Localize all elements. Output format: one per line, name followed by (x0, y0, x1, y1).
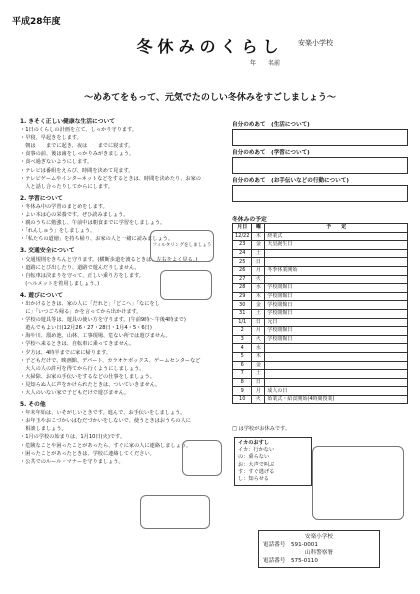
rule-line: ・学校の遊具等は、遊具の使い方を守ります。(午前9時〜午後4時まで) (20, 317, 186, 324)
weekday-cell: 月 (252, 327, 265, 336)
goal-write-box[interactable] (232, 129, 408, 146)
plan-cell[interactable]: 学校閉館日 (265, 301, 408, 310)
date-cell: 31 (233, 309, 252, 318)
contact-police-tel: 電話番号 575-0110 (263, 558, 318, 564)
year-title: 平成28年度 (12, 17, 61, 27)
contact-box (258, 530, 380, 568)
date-cell: 23 (233, 241, 252, 250)
schedule-row (233, 301, 408, 310)
weekday-cell: 月 (252, 266, 265, 275)
plan-cell[interactable] (265, 352, 408, 361)
rule-line: ・困ったことがあったときは、学校に連絡してください。 (20, 450, 155, 457)
schedule-title: 冬休みの予定 (232, 217, 267, 223)
legend-item: す：すぐ逃げる (238, 468, 275, 475)
date-cell: 5 (233, 352, 252, 361)
rule-line: ・道路にとび出したり、道路で遊んだりしません。 (20, 264, 140, 271)
legend-item: お：大声で叫ぶ (238, 461, 275, 468)
rule-line: 人と話し合ったりしてからにします。 (20, 183, 113, 190)
plan-cell[interactable]: 学校閉館日 (265, 292, 408, 301)
rule-line: ・大掃除、お家の手伝いをするなどの仕事をしましょう。 (20, 373, 155, 380)
weekday-cell: 金 (252, 361, 265, 370)
weekday-cell: 木 (252, 232, 265, 241)
rule-line: ・見知らぬ人に声をかけられたときは、ついていきません。 (20, 381, 161, 388)
schedule-table (232, 223, 408, 404)
date-cell: 10 (233, 395, 252, 404)
weekday-cell: 金 (252, 241, 265, 250)
schedule-header: 月日 (233, 224, 252, 233)
schedule-row (233, 335, 408, 344)
rule-line: 遊んでもよい日(12月26・27・28日・1月4・5・6日) (20, 325, 152, 332)
plan-cell[interactable] (265, 275, 408, 284)
date-cell: 1/1 (233, 318, 252, 327)
goal-block (232, 176, 408, 204)
weekday-cell: 木 (252, 292, 265, 301)
weekday-cell: 火 (252, 275, 265, 284)
rule-line: ・交通規則をきちんと守ります。(横断歩道を渡るときは、左右をよく見る。) (20, 256, 198, 263)
rule-line: ・食事の前、後は歯をしっかりみがきましょう。 (20, 151, 135, 158)
schedule-row (233, 387, 408, 396)
weekday-cell: 火 (252, 335, 265, 344)
schedule-row (233, 249, 408, 258)
contact-police: 山科警察署 (305, 550, 333, 556)
rule-line: 相談しましょう。 (20, 426, 67, 433)
rule-line: ・自転車は決まりを守って、正しい乗り方をします。 (20, 272, 144, 279)
rule-line: ・お年玉やおこづかいはむだづかいをしないで、使うときはおうちの人に (20, 418, 191, 425)
safety-legend (234, 437, 312, 486)
weekday-cell: 水 (252, 284, 265, 293)
goal-write-box[interactable] (232, 185, 408, 202)
rule-line: ・出かけるときは、家の人に「だれと」「どこへ」「なにをし (20, 300, 160, 307)
rule-line: ・大人のいない家で子どもだけで遊びません。 (20, 390, 130, 396)
schedule-row (233, 370, 408, 379)
schedule-row (233, 284, 408, 293)
cleaning-illustration (182, 440, 222, 476)
legend-item: イカ：行かない (238, 447, 275, 454)
schedule-row (233, 241, 408, 250)
rule-line: ・危険なことや困ったことがあったら、すぐに家の人に連絡しましょう。 (20, 442, 192, 449)
rule-line: 大人の人の許可を得てから行くようにしましょう。 (20, 365, 145, 372)
plan-cell[interactable]: 学校閉館日 (265, 327, 408, 336)
section-title: 2. 学習について (20, 195, 63, 202)
schedule-row (233, 266, 408, 275)
weekday-cell: 金 (252, 301, 265, 310)
goal-block (232, 148, 408, 176)
section-title: 1. きそく正しい健康な生活について (20, 119, 116, 125)
legend-item: し：知らせる (238, 476, 269, 483)
date-cell: 29 (233, 292, 252, 301)
rule-line: ・公共でのルール・マナーを守りましょう。 (20, 458, 124, 465)
rule-line: に」「いつごろ帰る」かを言ってから出かけます。 (20, 309, 142, 316)
date-cell: 4 (233, 344, 252, 353)
plan-cell[interactable]: 冬季休業開始 (265, 266, 408, 275)
date-cell: 25 (233, 258, 252, 267)
date-cell: 9 (233, 387, 252, 396)
date-cell: 30 (233, 301, 252, 310)
subtitle: 〜めあてをもって、元気でたのしい冬休みをすごしましょう〜 (84, 93, 336, 103)
rule-line: ・学校へ来るときは、自転車に乗ってきません。 (20, 341, 135, 348)
rule-line: ・テレビは番組をえらび、時間を決めて見ます。 (20, 167, 134, 174)
family-illustration (140, 495, 210, 529)
plan-cell[interactable]: 学校閉館日 (265, 335, 408, 344)
schedule-row (233, 258, 408, 267)
weekday-cell: 水 (252, 344, 265, 353)
page-title: 冬休みのくらし (136, 37, 284, 56)
legend-title: イカのおすし (238, 440, 269, 446)
schedule-row (233, 344, 408, 353)
plan-cell[interactable] (265, 344, 408, 353)
schedule-row (233, 352, 408, 361)
weekday-cell: 日 (252, 318, 265, 327)
rule-line: ・食べ過ぎないようにします。 (20, 159, 93, 166)
plan-cell[interactable]: 学校閉館日 (265, 284, 408, 293)
contact-school: 安楽小学校 (305, 534, 333, 540)
contact-school-tel: 電話番号 591-0001 (263, 542, 318, 548)
rule-line: ・海や川、溜め池、山林、工事現場、危ない所では遊びません。 (20, 333, 171, 340)
weekday-cell: 土 (252, 249, 265, 258)
plan-cell[interactable]: 天皇誕生日 (265, 241, 408, 250)
rule-line: ・よい本は心の栄養です。ぜひ読みましょう。 (20, 212, 129, 219)
school-name-small: 安楽小学校 (298, 39, 333, 47)
section-title: 5. その他 (20, 402, 46, 409)
rule-line: ・早寝、早起きをします。 (20, 135, 82, 142)
weekday-cell: 土 (252, 370, 265, 379)
date-cell: 7 (233, 370, 252, 379)
goal-label: 自分のめあて (お手伝いなどの行動について) (232, 178, 349, 184)
date-cell: 6 (233, 361, 252, 370)
rule-line: (ヘルメットを着用しましょう。) (20, 280, 100, 287)
name-field: 年 名前 (250, 60, 281, 67)
schedule-row (233, 395, 408, 404)
weekday-cell: 日 (252, 378, 265, 387)
section-title: 4. 遊びについて (20, 292, 63, 299)
rule-line: ・「私たちの道徳」を持ち帰り、お家の人と一緒に読みましょう。 (20, 236, 174, 243)
weekday-cell: 火 (252, 395, 265, 404)
schedule-row (233, 232, 408, 241)
date-cell: 8 (233, 378, 252, 387)
weekday-cell: 日 (252, 258, 265, 267)
goal-write-box[interactable] (232, 157, 408, 174)
schedule-row (233, 327, 408, 336)
date-cell: 27 (233, 275, 252, 284)
plan-cell[interactable] (265, 249, 408, 258)
plan-cell[interactable]: 始業式・給食開始(4時間授業) (265, 395, 408, 404)
schedule-row (233, 292, 408, 301)
schedule-row (233, 309, 408, 318)
schedule-row (233, 275, 408, 284)
filtering-illustration (150, 230, 214, 262)
goal-block (232, 120, 408, 148)
schedule-header: 曜 (252, 224, 265, 233)
rule-line: 朝は までに起き、夜は までに寝ます。 (20, 143, 134, 150)
filtering-bubble: フィルタリングをしましょう (152, 243, 212, 248)
schedule-row (233, 318, 408, 327)
schedule-row (233, 378, 408, 387)
plan-cell[interactable] (265, 378, 408, 387)
rule-line: ・「れんしゅう」をしましょう。 (20, 228, 96, 235)
weekday-cell: 土 (252, 309, 265, 318)
plan-cell[interactable]: 元日 (265, 318, 408, 327)
rule-line: ・夕方は、4時半までに家に帰ります。 (20, 349, 112, 356)
goal-label: 自分のめあて (学習について) (232, 150, 310, 156)
date-cell: 28 (233, 284, 252, 293)
weekday-cell: 木 (252, 352, 265, 361)
date-cell: 12/22 (233, 232, 252, 241)
plan-cell[interactable]: 終業式 (265, 232, 408, 241)
rule-line: ・年末年始は、いそがしいときです。進んで、お手伝いをしましょう。 (20, 410, 186, 417)
rule-line: ・冬休み中の学習のまとめをします。 (20, 203, 108, 210)
plan-cell[interactable] (265, 258, 408, 267)
plan-cell[interactable]: 学校閉館日 (265, 309, 408, 318)
rule-line: ・1日のくらしの計画を立て、しっかり守ります。 (20, 127, 137, 134)
study-illustration (160, 270, 212, 300)
rule-line: ・子どもだけで、映画館、デパート、カラオケボックス、ゲームセンターなど (20, 357, 201, 364)
schedule-header: 予 定 (265, 224, 408, 233)
rule-line: ・1月の学校の始まりは、1月10日(火)です。 (20, 434, 126, 441)
date-cell: 3 (233, 335, 252, 344)
weekday-cell: 月 (252, 387, 265, 396)
schedule-row (233, 361, 408, 370)
rule-line: ・テレビゲームやインターネットなどをするときは、時間を決めたり、お家の (20, 175, 201, 182)
goals-area (232, 120, 408, 204)
rule-line: ・親のうちに勉強し、午前中は朝食までに学習をしましょう。 (20, 220, 166, 227)
closed-caption: □ は学校がお休みです。 (232, 426, 291, 432)
date-cell: 2 (233, 327, 252, 336)
legend-item: の：乗らない (238, 454, 270, 461)
date-cell: 26 (233, 266, 252, 275)
kids-illustration (312, 446, 404, 520)
plan-cell[interactable]: 成人の日 (265, 387, 408, 396)
goal-label: 自分のめあて (生活について) (232, 122, 310, 128)
plan-cell[interactable] (265, 361, 408, 370)
plan-cell[interactable] (265, 370, 408, 379)
date-cell: 24 (233, 249, 252, 258)
section-title: 3. 交通安全について (20, 248, 75, 255)
